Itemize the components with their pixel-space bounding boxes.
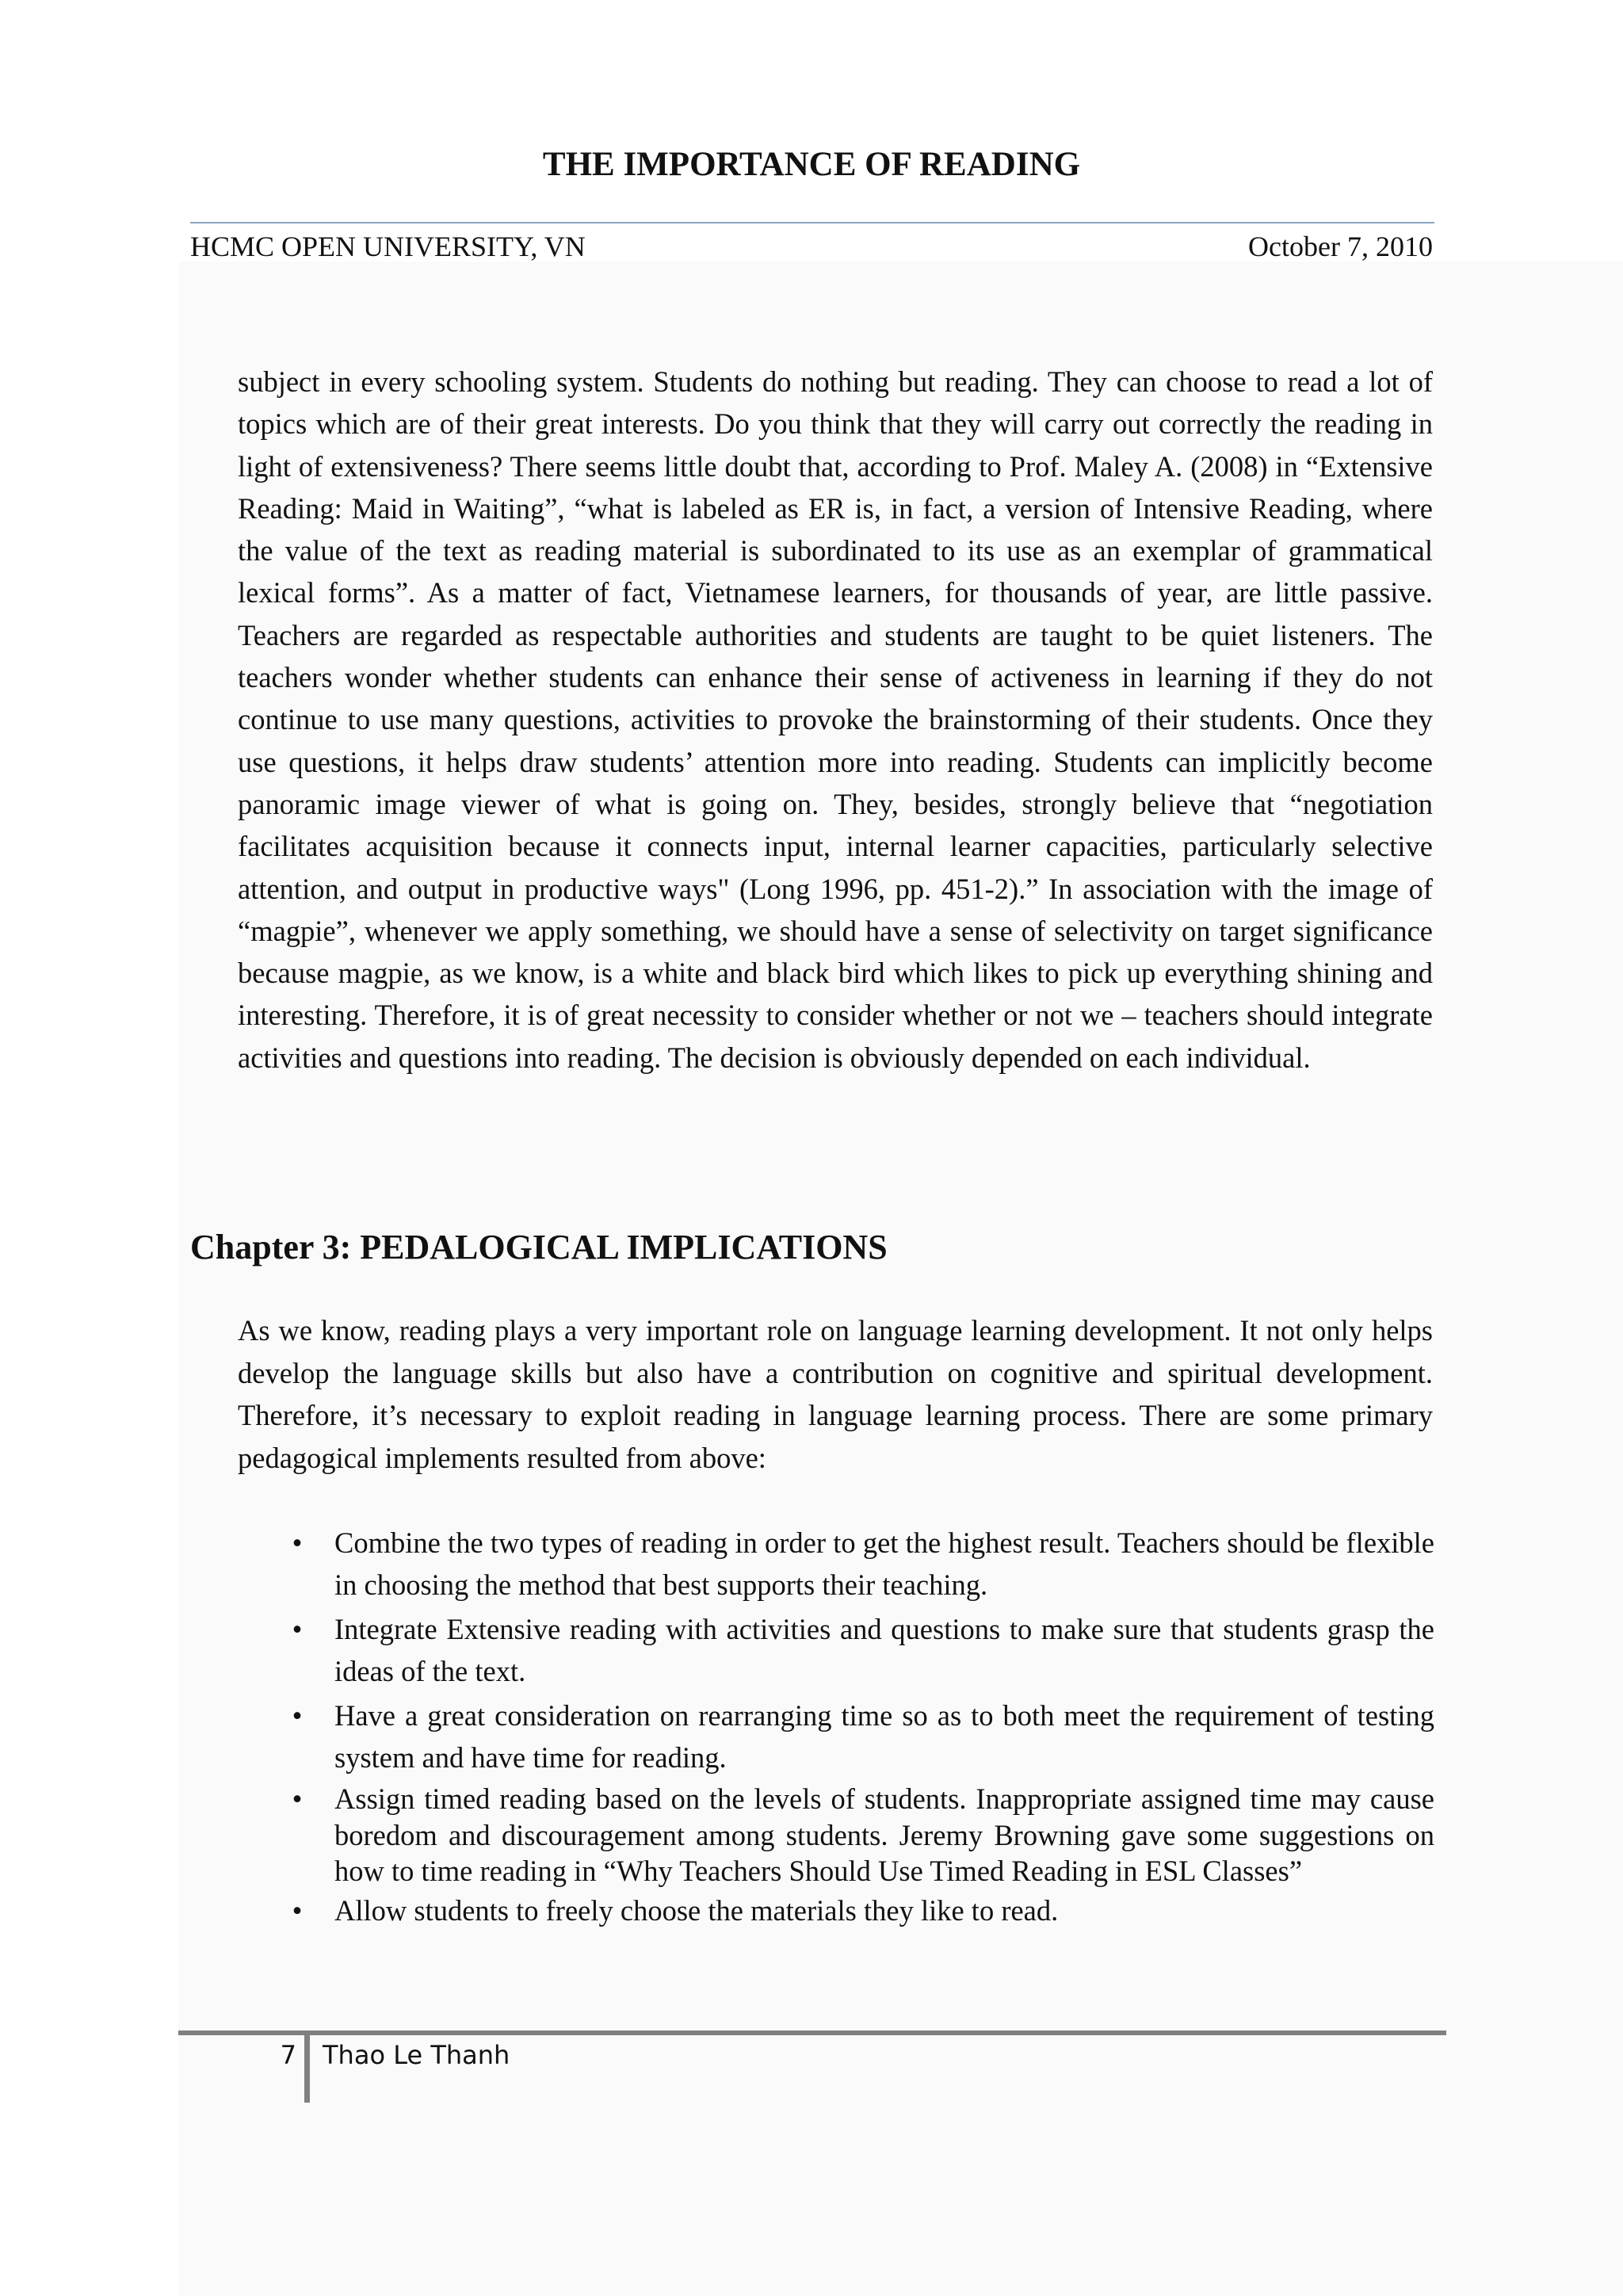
list-item-text: Assign timed reading based on the levels of students. Inappropriate assigned time may cause boredom and discouragement among students. Jeremy Browning gave some suggestions on how to time reading in “Why Teachers Should Use Timed Reading in ESL Classes” — [334, 1782, 1434, 1887]
bullet-icon: • — [292, 1893, 303, 1927]
bullet-icon: • — [292, 1613, 303, 1645]
list-item — [238, 1608, 1434, 1692]
list-item — [238, 1781, 1434, 1889]
list-item-text: Combine the two types of reading in order to get the highest result. Teachers should be flexible in choosing the method that best supports their teaching. — [334, 1526, 1434, 1601]
body-paragraph-1: subject in every schooling system. Students do nothing but reading. They can choose to read a lot of topics which are of their great interests. Do you think that they will carry out correctly the reading in light of extensiveness? There seems little doubt that, according to Prof. Maley A. (2008) in “Extensive Reading: Maid in Waiting”, “what is labeled as ER is, in fact, a version of Intensive Reading, where the value of the text as reading material is subordinated to its use as an exemplar of grammatical lexical forms”. As a matter of fact, Vietnamese learners, for thousands of year, are little passive. Teachers are regarded as respectable authorities and students are taught to be quiet listeners. The teachers wonder whether students can enhance their sense of activeness in learning if they do not continue to use many questions, activities to provoke the brainstorming of their students. Once they use questions, it helps draw students’ attention more into reading. Students can implicitly become panoramic image viewer of what is going on. They, besides, strongly believe that “negotiation facilitates acquisition because it connects input, internal learner capacities, particularly selective attention, and output in productive ways" (Long 1996, pp. 451-2).” In association with the image of “magpie”, whenever we apply something, we should have a sense of selectivity on target significance because magpie, as we know, is a white and black bird which likes to pick up everything shining and interesting. Therefore, it is of great necessity to consider whether or not we – teachers should integrate activities and questions into reading. The decision is obviously depended on each individual. — [238, 365, 1433, 1074]
header-date: October 7, 2010 — [1248, 231, 1433, 262]
list-item — [238, 1694, 1434, 1778]
chapter-heading: Chapter 3: PEDALOGICAL IMPLICATIONS — [190, 1228, 888, 1266]
page-number: 7 — [280, 2040, 296, 2070]
list-item-text: Allow students to freely choose the materials they like to read. — [334, 1893, 1059, 1927]
implications-list — [238, 1522, 1434, 1931]
footer-divider — [304, 2035, 310, 2103]
list-item-text: Integrate Extensive reading with activities and questions to make sure that students grasp the ideas of the text. — [334, 1613, 1434, 1687]
header-rule — [190, 222, 1434, 223]
list-item-text: Have a great consideration on rearranging time so as to both meet the requirement of testing system and have time for reading. — [334, 1699, 1434, 1774]
bullet-icon: • — [292, 1782, 303, 1815]
document-title: THE IMPORTANCE OF READING — [542, 146, 1081, 183]
header-institution: HCMC OPEN UNIVERSITY, VN — [190, 231, 586, 262]
bullet-icon: • — [292, 1526, 303, 1559]
list-item — [238, 1893, 1434, 1929]
list-item — [238, 1522, 1434, 1606]
body-paragraph-2: As we know, reading plays a very important role on language learning development. It not only helps develop the language skills but also have a contribution on cognitive and spiritual development. Therefore, it’s necessary to exploit reading in language learning process. There are some primary pedagogical implements resulted from above: — [238, 1314, 1433, 1474]
footer-author: Thao Le Thanh — [323, 2040, 510, 2070]
bullet-icon: • — [292, 1699, 303, 1732]
